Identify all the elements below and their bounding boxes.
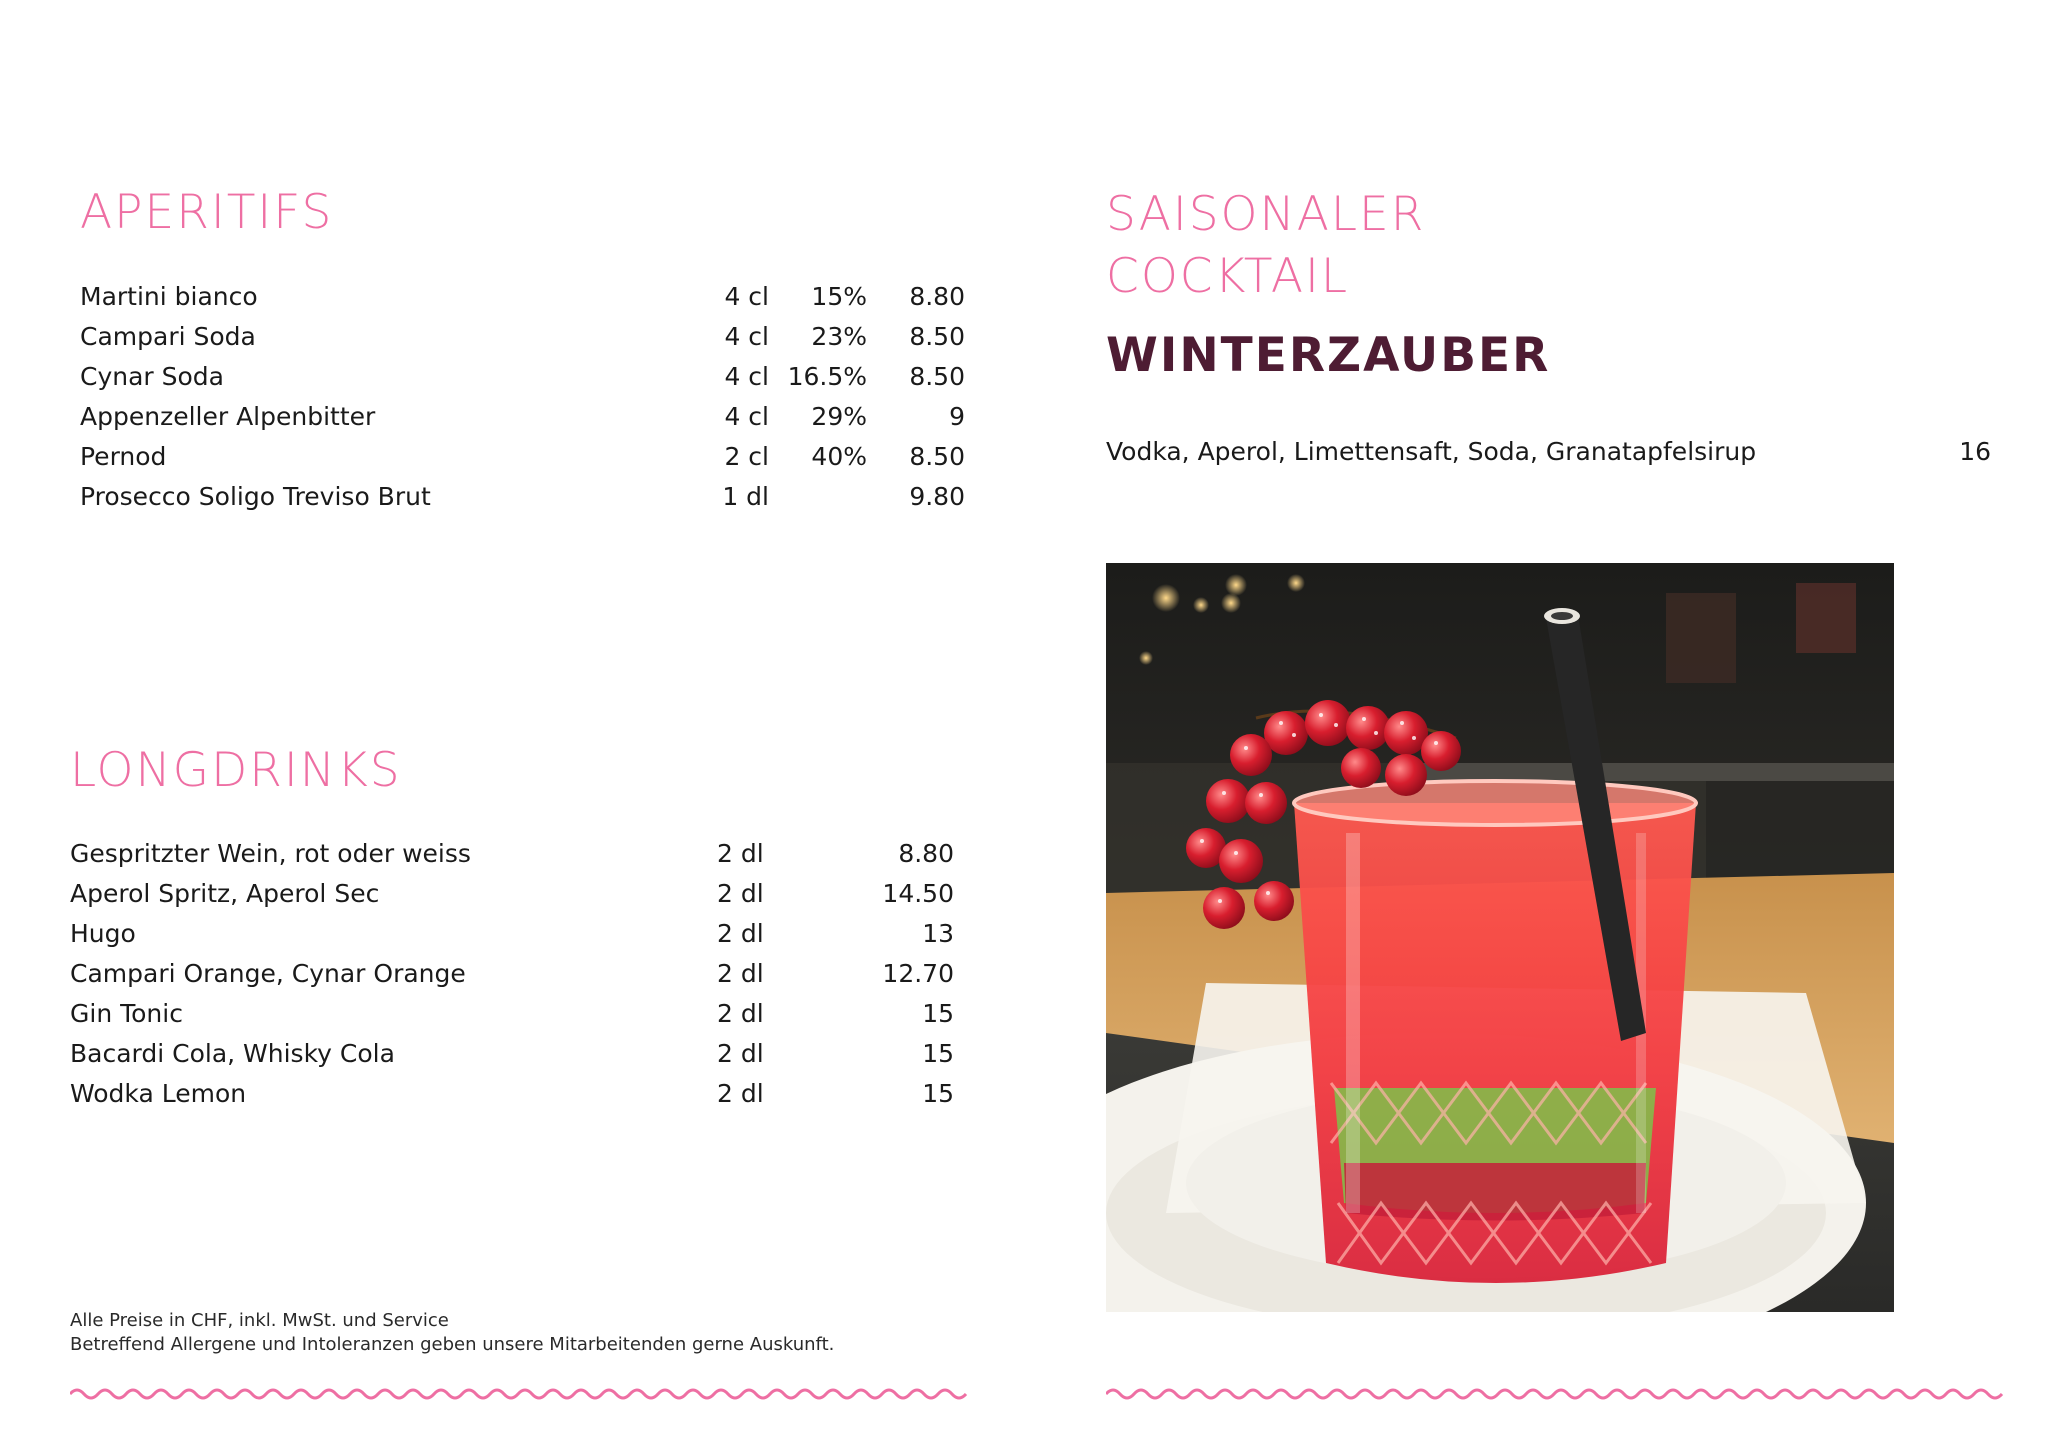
- item-price: 15: [922, 999, 954, 1028]
- aperitif-row: [80, 477, 965, 517]
- item-name: Campari Orange, Cynar Orange: [70, 959, 466, 988]
- longdrink-row: [70, 1074, 954, 1114]
- cocktail-ingredients: Vodka, Aperol, Limettensaft, Soda, Granatapfelsirup: [1106, 437, 1757, 466]
- item-price: 13: [922, 919, 954, 948]
- aperitif-row: [80, 277, 965, 317]
- item-volume: 4 cl: [724, 282, 769, 311]
- item-name: Wodka Lemon: [70, 1079, 247, 1108]
- item-name: Pernod: [80, 442, 167, 471]
- item-volume: 2 dl: [717, 999, 764, 1028]
- item-volume: 2 dl: [717, 919, 764, 948]
- item-abv: 23%: [811, 322, 867, 351]
- item-price: 12.70: [882, 959, 954, 988]
- item-volume: 4 cl: [724, 362, 769, 391]
- longdrink-row: [70, 874, 954, 914]
- aperitif-row: [80, 437, 965, 477]
- item-name: Campari Soda: [80, 322, 256, 351]
- item-name: Aperol Spritz, Aperol Sec: [70, 879, 380, 908]
- aperitif-row: [80, 357, 965, 397]
- item-name: Hugo: [70, 919, 136, 948]
- item-name: Bacardi Cola, Whisky Cola: [70, 1039, 395, 1068]
- aperitif-row: [80, 397, 965, 437]
- cocktail-photo: [1106, 563, 1894, 1312]
- seasonal-heading-line1: SAISONALER: [1106, 187, 1426, 242]
- wave-divider-left: [70, 1382, 970, 1406]
- item-abv: 29%: [811, 402, 867, 431]
- item-name: Cynar Soda: [80, 362, 224, 391]
- item-price: 9: [949, 402, 965, 431]
- longdrink-row: [70, 914, 954, 954]
- longdrink-row: [70, 994, 954, 1034]
- item-price: 8.50: [909, 442, 965, 471]
- footnote: [70, 1309, 834, 1357]
- wave-divider-right: [1106, 1382, 2004, 1406]
- longdrink-row: [70, 834, 954, 874]
- seasonal-heading-line2: COCKTAIL: [1106, 249, 1350, 304]
- item-price: 8.80: [909, 282, 965, 311]
- longdrink-row: [70, 1034, 954, 1074]
- item-volume: 2 dl: [717, 1039, 764, 1068]
- item-abv: 16.5%: [787, 362, 867, 391]
- longdrink-row: [70, 954, 954, 994]
- longdrinks-list: [70, 834, 954, 1114]
- footnote-allergens: Betreffend Allergene und Intoleranzen geben unsere Mitarbeitenden gerne Auskunft.: [70, 1334, 835, 1355]
- item-volume: 1 dl: [722, 482, 769, 511]
- item-price: 8.50: [909, 322, 965, 351]
- item-volume: 2 dl: [717, 879, 764, 908]
- cocktail-price: 16: [1959, 437, 1991, 466]
- item-volume: 2 dl: [717, 1079, 764, 1108]
- item-volume: 2 cl: [724, 442, 769, 471]
- item-abv: 15%: [811, 282, 867, 311]
- item-name: Gespritzter Wein, rot oder weiss: [70, 839, 471, 868]
- item-price: 15: [922, 1039, 954, 1068]
- footnote-prices: Alle Preise in CHF, inkl. MwSt. und Service: [70, 1310, 449, 1331]
- item-price: 9.80: [909, 482, 965, 511]
- item-name: Prosecco Soligo Treviso Brut: [80, 482, 431, 511]
- item-name: Appenzeller Alpenbitter: [80, 402, 376, 431]
- item-name: Martini bianco: [80, 282, 258, 311]
- item-volume: 4 cl: [724, 402, 769, 431]
- item-volume: 2 dl: [717, 959, 764, 988]
- longdrinks-heading: LONGDRINKS: [70, 743, 402, 798]
- item-abv: 40%: [811, 442, 867, 471]
- item-price: 8.50: [909, 362, 965, 391]
- item-name: Gin Tonic: [70, 999, 183, 1028]
- item-price: 14.50: [882, 879, 954, 908]
- item-volume: 2 dl: [717, 839, 764, 868]
- aperitifs-list: [80, 277, 965, 517]
- aperitif-row: [80, 317, 965, 357]
- item-volume: 4 cl: [724, 322, 769, 351]
- aperitifs-heading: APERITIFS: [80, 185, 334, 240]
- item-price: 8.80: [898, 839, 954, 868]
- cocktail-name: WINTERZAUBER: [1106, 328, 1551, 383]
- item-price: 15: [922, 1079, 954, 1108]
